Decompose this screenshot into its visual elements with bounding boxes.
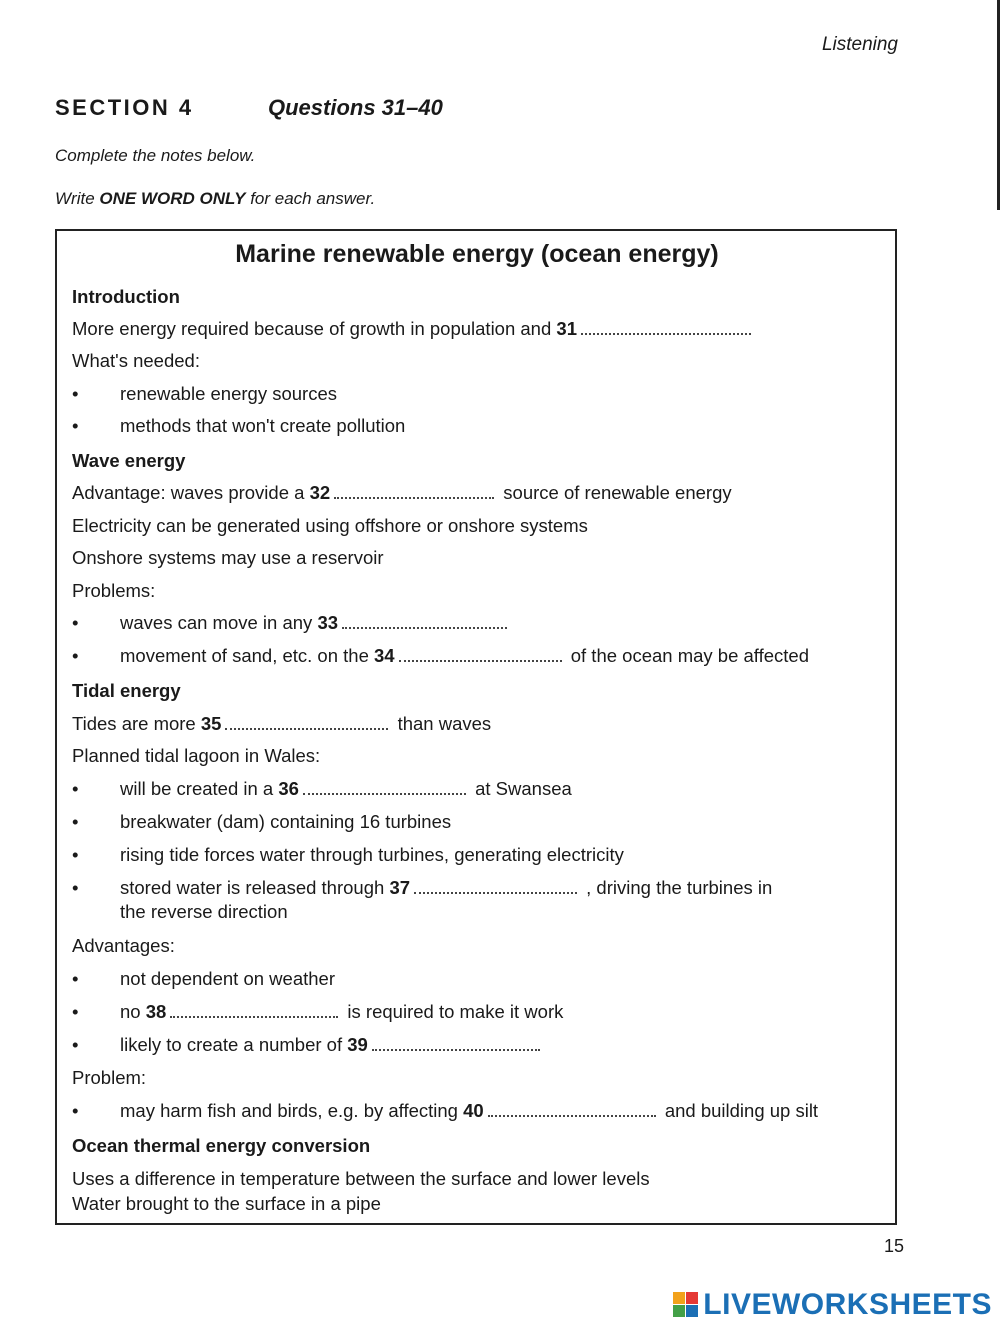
otec-line-2: Water brought to the surface in a pipe xyxy=(72,1193,381,1214)
heading-introduction: Introduction xyxy=(72,286,180,307)
intro-needed: What's needed: xyxy=(72,350,200,371)
answer-blank-37[interactable] xyxy=(414,878,577,894)
running-head: Listening xyxy=(821,34,898,55)
answer-blank-31[interactable] xyxy=(581,319,751,335)
section-label: SECTION 4 xyxy=(55,95,194,120)
heading-ocean-thermal: Ocean thermal energy conversion xyxy=(72,1135,371,1156)
answer-blank-40[interactable] xyxy=(488,1101,656,1117)
instruction-complete-notes: Complete the notes below. xyxy=(55,146,256,165)
answer-blank-35[interactable] xyxy=(225,714,388,730)
tidal-planned: Planned tidal lagoon in Wales: xyxy=(72,745,321,766)
instruction-word-limit: Write ONE WORD ONLY for each answer. xyxy=(55,189,376,208)
notes-title: Marine renewable energy (ocean energy) xyxy=(235,240,719,268)
wave-advantage: Advantage: waves provide a 32 source of renewable energy xyxy=(72,482,732,503)
answer-blank-36[interactable] xyxy=(303,779,466,795)
otec-line-1: Uses a difference in temperature between the surface and lower levels xyxy=(72,1168,650,1189)
wave-problems: Problems: xyxy=(72,580,156,601)
page-number: 15 xyxy=(883,1236,904,1256)
tidal-advantages: Advantages: xyxy=(72,935,175,956)
tidal-problem: Problem: xyxy=(72,1067,147,1088)
wave-line-3: Onshore systems may use a reservoir xyxy=(72,547,384,568)
tidal-line-1: Tides are more 35 than waves xyxy=(72,713,492,734)
answer-blank-38[interactable] xyxy=(170,1002,338,1018)
answer-blank-33[interactable] xyxy=(342,613,507,629)
answer-blank-34[interactable] xyxy=(399,646,562,662)
wave-line-2: Electricity can be generated using offshore or onshore systems xyxy=(72,515,588,536)
section-questions: Questions 31–40 xyxy=(268,95,443,120)
heading-wave-energy: Wave energy xyxy=(72,450,186,471)
watermark-logo xyxy=(673,1288,992,1322)
answer-blank-39[interactable] xyxy=(372,1035,540,1051)
watermark-text: LIVEWORKSHEETS xyxy=(703,1288,992,1321)
heading-tidal-energy: Tidal energy xyxy=(72,680,181,701)
liveworksheets-icon xyxy=(673,1292,699,1318)
list-item-continuation: the reverse direction xyxy=(120,901,288,922)
intro-line-1: More energy required because of growth in population and 31 xyxy=(72,317,755,341)
answer-blank-32[interactable] xyxy=(334,483,494,499)
